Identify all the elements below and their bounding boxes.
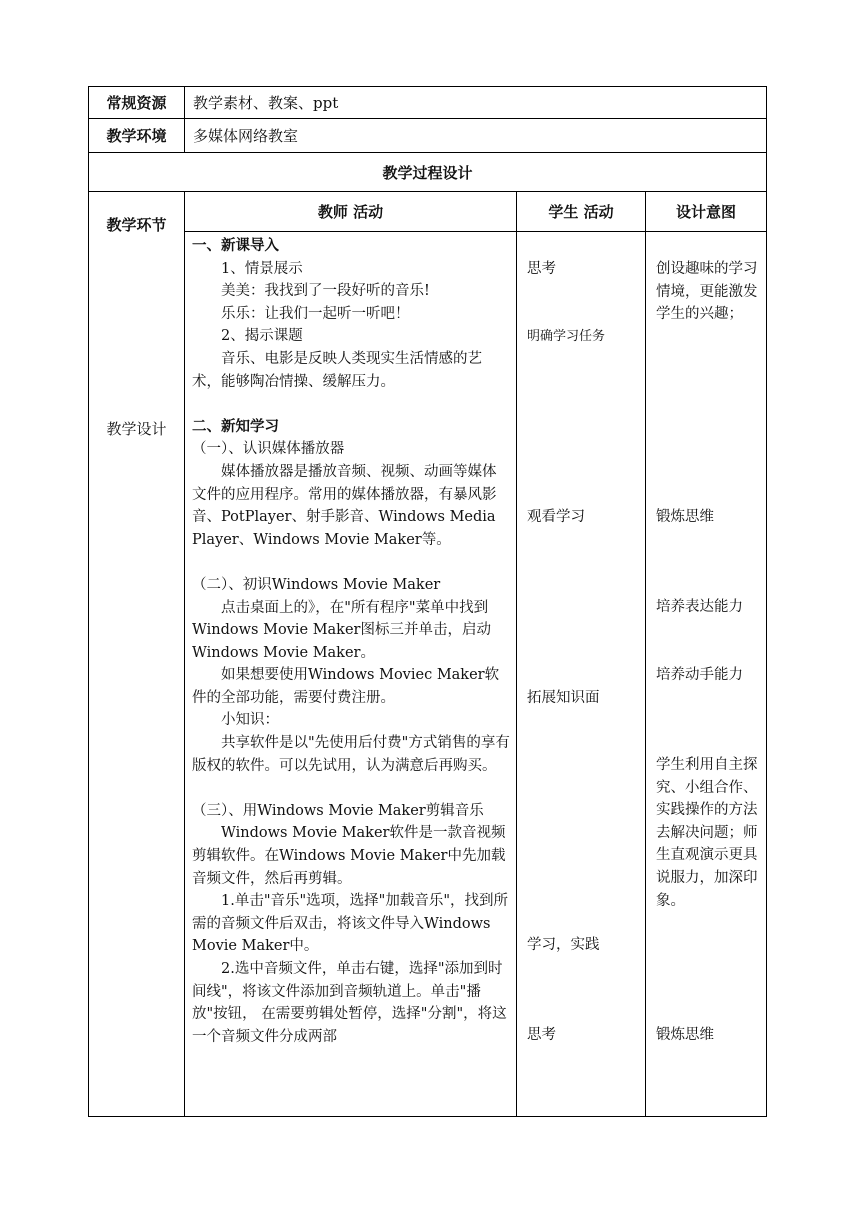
- environment-label: 教学环境: [89, 119, 185, 153]
- process-header-row: [89, 192, 767, 232]
- lesson-plan-table: [88, 86, 767, 1117]
- teacher-line: 乐乐：让我们一起听一听吧！: [221, 305, 410, 322]
- process-body-row: [89, 232, 767, 1117]
- student-item: 思考: [527, 261, 556, 277]
- teacher-paragraph: Windows Movie Maker软件是一款音视频剪辑软件。在Windows Movie Maker中先加载音频文件，然后再剪辑。: [192, 825, 506, 887]
- teacher-header: 教师 活动: [185, 192, 517, 232]
- intent-item: 创设趣味的学习情境，更能激发学生的兴趣；: [656, 261, 758, 323]
- process-title-row: [89, 153, 767, 192]
- teacher-paragraph: 点击桌面上的》，在"所有程序"菜单中找到Windows Movie Maker图标三并单击，启动Windows Movie Maker。: [192, 599, 491, 661]
- process-title: 教学过程设计: [89, 153, 767, 192]
- stage-label: 教学设计: [106, 420, 167, 438]
- resources-row: [89, 87, 767, 119]
- student-item: 明确学习任务: [527, 329, 606, 344]
- intent-item: 培养动手能力: [656, 667, 743, 683]
- teacher-line: 小知识：: [221, 712, 279, 729]
- teacher-line: 2、揭示课题: [221, 328, 303, 345]
- student-item: 观看学习: [527, 509, 585, 525]
- teacher-paragraph: 2.选中音频文件，单击右键，选择"添加到时间线"，将该文件添加到音频轨道上。单击"播放"按钮， 在需要剪辑处暂停，选择"分割"，将这一个音频文件分成两部: [192, 961, 507, 1045]
- intent-item: 锻炼思维: [656, 509, 714, 525]
- section-heading: 二、新知学习: [192, 418, 279, 435]
- subsection-heading: （三）、用Windows Movie Maker剪辑音乐: [192, 802, 484, 819]
- teacher-paragraph: 如果想要使用Windows Moviec Maker软件的全部功能，需要付费注册。: [192, 667, 500, 706]
- teacher-paragraph: 媒体播放器是播放音频、视频、动画等媒体文件的应用程序。常用的媒体播放器，有暴风影音、PotPlayer、射手影音、Windows Media Player、Windows Movie Maker等。: [192, 463, 497, 548]
- student-item: 学习，实践: [527, 937, 600, 953]
- intent-item: 学生利用自主探究、小组合作、实践操作的方法去解决问题；师生直观演示更具说服力，加深印象。: [656, 757, 758, 909]
- subsection-heading: （一）、认识媒体播放器: [192, 441, 345, 458]
- design-intent: [646, 232, 767, 1117]
- section-heading: 一、新课导入: [192, 238, 279, 254]
- stage-header: 教学环节: [106, 216, 167, 234]
- resources-label: 常规资源: [89, 87, 185, 119]
- teacher-line: 美美：我找到了一段好听的音乐!: [221, 283, 430, 300]
- intent-item: 锻炼思维: [656, 1027, 714, 1043]
- student-item: 思考: [527, 1027, 556, 1043]
- student-activity: [517, 232, 646, 1117]
- teacher-paragraph: 音乐、电影是反映人类现实生活情感的艺术，能够陶冶情操、缓解压力。: [192, 350, 482, 390]
- environment-row: [89, 119, 767, 153]
- intent-header: 设计意图: [646, 192, 767, 232]
- environment-value: 多媒体网络教室: [185, 119, 767, 153]
- teacher-activity: [185, 232, 517, 1117]
- teacher-line: 1、情景展示: [221, 260, 303, 277]
- resources-value: 教学素材、教案、ppt: [185, 87, 767, 119]
- stage-column: [89, 192, 185, 1117]
- teacher-paragraph: 1.单击"音乐"选项，选择"加载音乐"，找到所需的音频文件后双击，将该文件导入Windows Movie Maker中。: [192, 893, 509, 955]
- intent-item: 培养表达能力: [656, 599, 743, 615]
- student-item: 拓展知识面: [527, 690, 600, 706]
- subsection-heading: （二）、初识Windows Movie Maker: [192, 576, 441, 593]
- student-header: 学生 活动: [517, 192, 646, 232]
- teacher-paragraph: 共享软件是以"先使用后付费"方式销售的享有版权的软件。可以先试用，认为满意后再购买。: [192, 735, 510, 774]
